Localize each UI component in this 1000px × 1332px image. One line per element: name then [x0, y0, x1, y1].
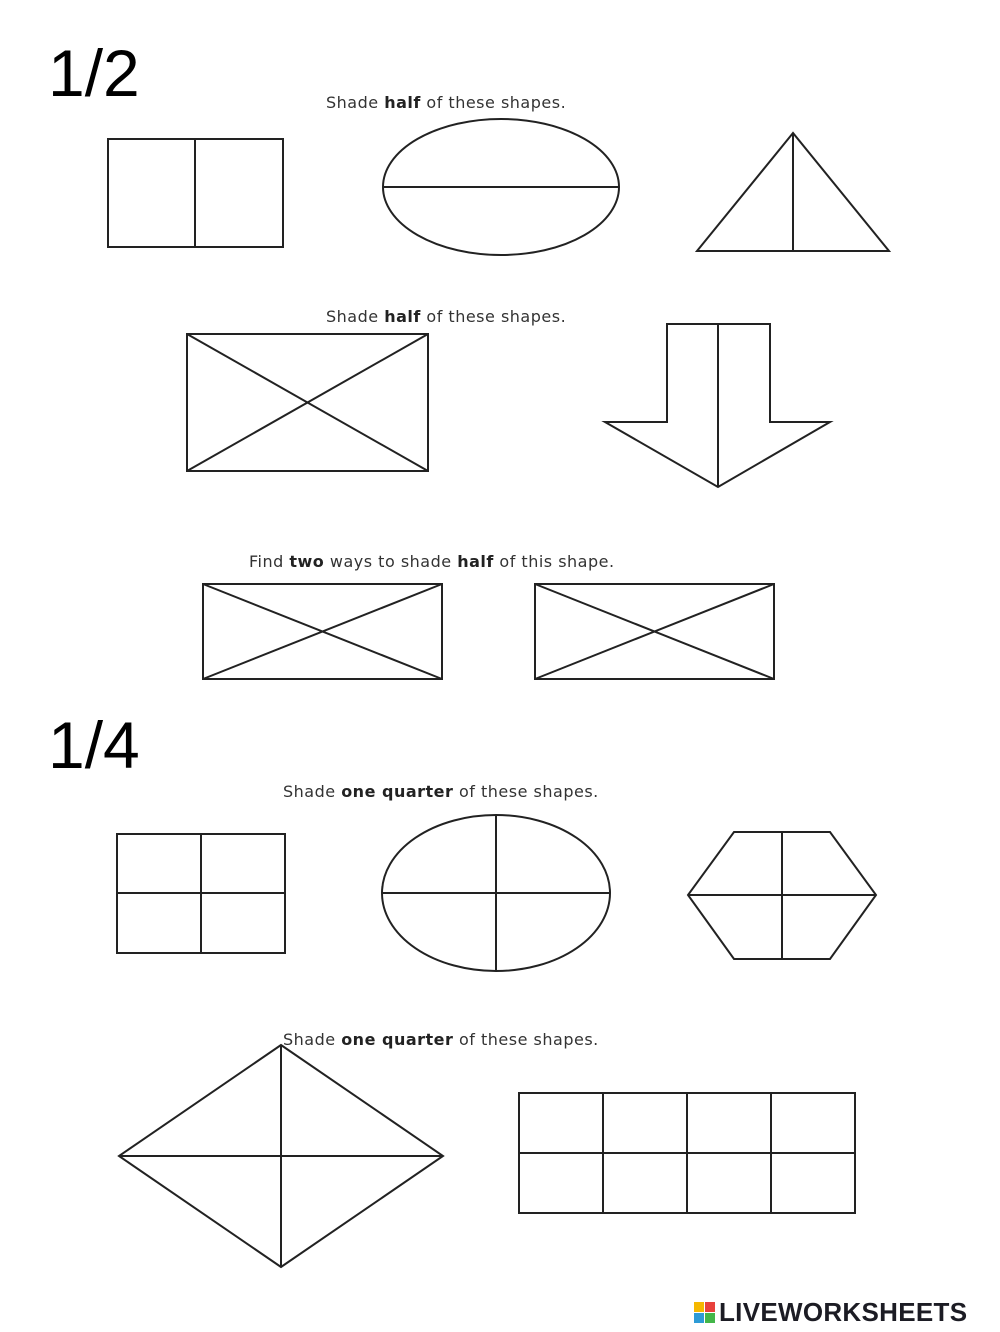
liveworksheets-logo: [694, 1296, 967, 1328]
instruction-half-1: Shade half of these shapes.: [326, 93, 567, 112]
instruction-quarter-2: Shade one quarter of these shapes.: [283, 1030, 599, 1049]
logo-text: LIVEWORKSHEETS: [719, 1296, 968, 1327]
logo-mark-icon: [694, 1302, 715, 1323]
instruction-quarter-1: Shade one quarter of these shapes.: [283, 782, 599, 801]
section-label-quarter: 1/4: [48, 708, 140, 782]
section-label-half: 1/2: [48, 36, 140, 110]
instruction-half-3: Find two ways to shade half of this shape.: [249, 552, 615, 571]
instruction-half-2: Shade half of these shapes.: [326, 307, 567, 326]
grid-eighths-shape[interactable]: [519, 1093, 855, 1213]
